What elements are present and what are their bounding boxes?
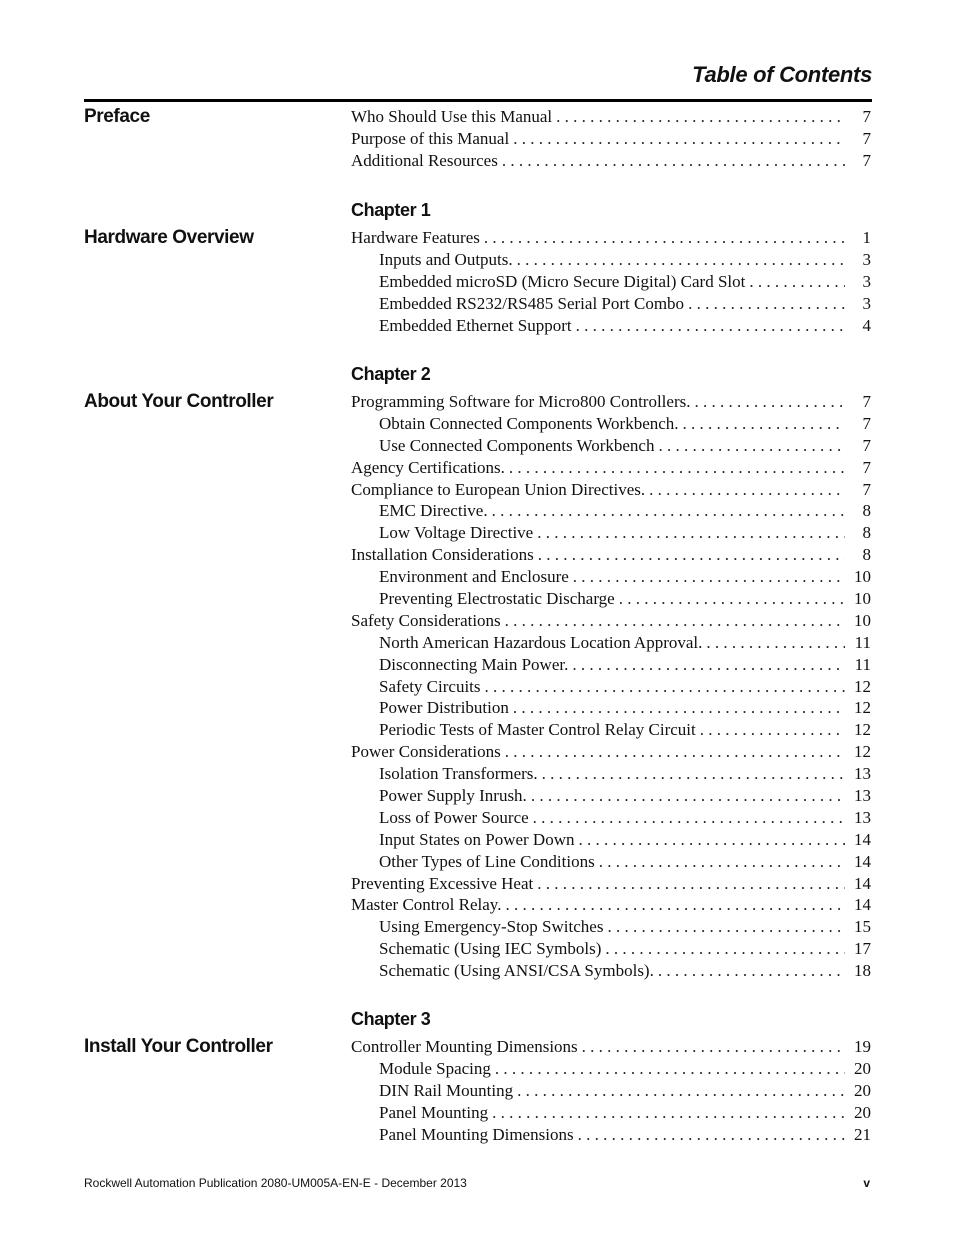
toc-entry-title: Use Connected Components Workbench <box>379 435 655 455</box>
toc-entry-page: 12 <box>854 698 871 718</box>
toc-entry-page: 7 <box>862 479 871 499</box>
dot-leader <box>485 676 845 698</box>
dot-leader <box>484 227 845 249</box>
toc-entry[interactable] <box>351 763 871 785</box>
toc-entry-title: Preventing Electrostatic Discharge <box>379 589 615 609</box>
dot-leader <box>572 654 845 676</box>
publication-footer: Rockwell Automation Publication 2080-UM005A-EN-E - December 2013 <box>84 1176 467 1190</box>
dot-leader <box>607 916 845 938</box>
toc-entry[interactable] <box>351 1124 871 1146</box>
toc-entry-page: 7 <box>862 435 871 455</box>
toc-entry-title: Obtain Connected Components Workbench. <box>379 413 679 433</box>
toc-entry-list <box>351 1036 871 1145</box>
toc-entry-title: Schematic (Using IEC Symbols) <box>379 939 602 959</box>
section-heading: Hardware Overview <box>84 227 254 248</box>
toc-entry-title: Who Should Use this Manual <box>351 107 553 126</box>
toc-entry-title: Installation Considerations <box>351 545 534 565</box>
toc-entry-page: 12 <box>854 742 871 762</box>
toc-entry[interactable] <box>351 566 871 588</box>
toc-entry-list <box>351 391 871 982</box>
toc-entry-page: 7 <box>862 457 871 477</box>
dot-leader <box>505 741 845 763</box>
dot-leader <box>688 293 845 315</box>
section-heading: Install Your Controller <box>84 1036 273 1057</box>
toc-entry-page: 18 <box>854 961 871 981</box>
toc-entry-page: 15 <box>854 917 871 937</box>
toc-entry-page: 3 <box>862 293 871 313</box>
toc-entry-page: 8 <box>862 545 871 565</box>
dot-leader <box>513 697 845 719</box>
toc-entry-title: Panel Mounting Dimensions <box>379 1124 574 1144</box>
dot-leader <box>537 522 845 544</box>
chapter-label: Chapter 1 <box>351 200 431 220</box>
toc-entry-title: Embedded microSD (Micro Secure Digital) Card Slot <box>379 271 746 291</box>
toc-entry-title: DIN Rail Mounting <box>379 1080 514 1100</box>
toc-entry[interactable] <box>351 457 871 479</box>
dot-leader <box>495 1058 845 1080</box>
toc-entry-title: Hardware Features <box>351 228 480 247</box>
toc-entry-page: 10 <box>854 567 871 587</box>
toc-entry[interactable] <box>351 676 871 698</box>
toc-entry[interactable] <box>351 785 871 807</box>
toc-entry-title: Environment and Enclosure <box>379 567 569 587</box>
dot-leader <box>619 588 845 610</box>
toc-entry-page: 20 <box>854 1102 871 1122</box>
toc-entry-title: Schematic (Using ANSI/CSA Symbols). <box>379 961 654 981</box>
toc-entry-page: 19 <box>854 1037 871 1056</box>
toc-entry-title: Purpose of this Manual <box>351 128 510 148</box>
toc-entry[interactable] <box>351 227 871 249</box>
toc-entry[interactable] <box>351 829 871 851</box>
section-heading: Preface <box>84 106 150 127</box>
dot-leader <box>658 960 845 982</box>
toc-entry-page: 10 <box>854 610 871 630</box>
toc-entry[interactable] <box>351 500 871 522</box>
toc-entry-title: Panel Mounting <box>379 1102 489 1122</box>
toc-entry-title: Low Voltage Directive <box>379 523 534 543</box>
toc-entry-title: North American Hazardous Location Approval. <box>379 632 703 652</box>
toc-entry-title: Safety Circuits <box>379 676 481 696</box>
toc-entry-page: 10 <box>854 589 871 609</box>
toc-entry-page: 4 <box>862 315 871 335</box>
chapter-label: Chapter 3 <box>351 1009 431 1029</box>
toc-entry-page: 12 <box>854 720 871 740</box>
toc-entry[interactable] <box>351 938 871 960</box>
toc-entry[interactable] <box>351 1036 871 1058</box>
dot-leader <box>531 785 845 807</box>
toc-entry-page: 11 <box>854 632 871 652</box>
toc-entry[interactable] <box>351 807 871 829</box>
toc-entry-title: Safety Considerations <box>351 610 501 630</box>
toc-entry-page: 7 <box>862 150 871 170</box>
toc-entry[interactable] <box>351 479 871 501</box>
toc-entry-title: Programming Software for Micro800 Controllers. <box>351 392 691 411</box>
dot-leader <box>505 894 845 916</box>
dot-leader <box>492 500 845 522</box>
toc-entry-title: Periodic Tests of Master Control Relay Circuit <box>379 720 696 740</box>
dot-leader <box>538 544 845 566</box>
toc-entry[interactable] <box>351 522 871 544</box>
toc-entry-page: 17 <box>854 939 871 959</box>
dot-leader <box>576 315 845 337</box>
toc-entry[interactable] <box>351 106 871 128</box>
toc-entry[interactable] <box>351 150 871 172</box>
dot-leader <box>573 566 845 588</box>
dot-leader <box>749 271 845 293</box>
toc-entry-list <box>351 227 871 336</box>
dot-leader <box>556 106 845 128</box>
toc-entry-title: Isolation Transformers. <box>379 764 538 784</box>
toc-entry-page: 8 <box>862 523 871 543</box>
toc-entry[interactable] <box>351 588 871 610</box>
toc-entry-page: 7 <box>862 413 871 433</box>
toc-entry-page: 20 <box>854 1058 871 1078</box>
toc-entry-page: 14 <box>854 851 871 871</box>
toc-entry-page: 14 <box>854 895 871 915</box>
dot-leader <box>502 150 845 172</box>
toc-entry[interactable] <box>351 916 871 938</box>
toc-entry-title: Power Distribution <box>379 698 509 718</box>
dot-leader <box>517 249 845 271</box>
toc-entry-title: Master Control Relay. <box>351 895 502 915</box>
toc-entry-title: EMC Directive. <box>379 501 488 521</box>
toc-entry-title: Power Considerations <box>351 742 501 762</box>
toc-entry-page: 3 <box>862 271 871 291</box>
chapter-label: Chapter 2 <box>351 364 431 384</box>
dot-leader <box>509 457 845 479</box>
toc-entry-title: Module Spacing <box>379 1058 491 1078</box>
dot-leader <box>578 829 845 851</box>
toc-entry[interactable] <box>351 1102 871 1124</box>
toc-entry[interactable] <box>351 544 871 566</box>
dot-leader <box>505 610 845 632</box>
toc-entry-page: 21 <box>854 1124 871 1144</box>
dot-leader <box>537 873 845 895</box>
toc-entry-title: Agency Certifications. <box>351 457 505 477</box>
dot-leader <box>700 719 845 741</box>
page-number: v <box>863 1176 870 1190</box>
toc-entry-title: Additional Resources <box>351 150 498 170</box>
toc-entry-page: 7 <box>862 128 871 148</box>
toc-entry[interactable] <box>351 391 871 413</box>
toc-entry-title: Compliance to European Union Directives. <box>351 479 646 499</box>
toc-entry-title: Power Supply Inrush. <box>379 786 527 806</box>
toc-entry-page: 14 <box>854 873 871 893</box>
toc-entry-title: Input States on Power Down <box>379 829 575 849</box>
toc-entry[interactable] <box>351 413 871 435</box>
toc-entry[interactable] <box>351 632 871 654</box>
toc-entry-page: 1 <box>862 228 871 247</box>
title-rule <box>84 99 872 102</box>
toc-entry[interactable] <box>351 293 871 315</box>
toc-entry[interactable] <box>351 435 871 457</box>
page-title: Table of Contents <box>692 62 872 87</box>
dot-leader <box>533 807 845 829</box>
toc-entry[interactable] <box>351 960 871 982</box>
toc-entry-page: 3 <box>862 249 871 269</box>
toc-entry[interactable] <box>351 873 871 895</box>
toc-entry-title: Preventing Excessive Heat <box>351 873 534 893</box>
toc-entry[interactable] <box>351 741 871 763</box>
toc-entry[interactable] <box>351 271 871 293</box>
dot-leader <box>599 851 845 873</box>
toc-entry[interactable] <box>351 249 871 271</box>
dot-leader <box>658 435 845 457</box>
toc-entry-page: 7 <box>862 392 871 411</box>
dot-leader <box>517 1080 845 1102</box>
toc-entry[interactable] <box>351 610 871 632</box>
dot-leader <box>605 938 845 960</box>
toc-entry-page: 14 <box>854 829 871 849</box>
dot-leader <box>492 1102 845 1124</box>
toc-entry-title: Embedded RS232/RS485 Serial Port Combo <box>379 293 685 313</box>
section-heading: About Your Controller <box>84 391 274 412</box>
toc-entry-title: Embedded Ethernet Support <box>379 315 572 335</box>
toc-entry-title: Other Types of Line Conditions <box>379 851 595 871</box>
toc-entry[interactable] <box>351 315 871 337</box>
toc-entry[interactable] <box>351 128 871 150</box>
toc-entry-title: Loss of Power Source <box>379 807 529 827</box>
toc-entry-list <box>351 106 871 172</box>
toc-entry-page: 13 <box>854 764 871 784</box>
toc-entry-title: Disconnecting Main Power. <box>379 654 569 674</box>
toc-entry-page: 11 <box>854 654 871 674</box>
toc-entry-title: Controller Mounting Dimensions <box>351 1037 578 1056</box>
toc-entry[interactable] <box>351 697 871 719</box>
dot-leader <box>683 413 845 435</box>
toc-entry-page: 13 <box>854 786 871 806</box>
toc-entry[interactable] <box>351 1080 871 1102</box>
toc-entry-page: 7 <box>862 107 871 126</box>
toc-entry-title: Using Emergency-Stop Switches <box>379 917 604 937</box>
toc-entry[interactable] <box>351 894 871 916</box>
dot-leader <box>582 1036 845 1058</box>
dot-leader <box>706 632 845 654</box>
toc-entry-page: 12 <box>854 676 871 696</box>
toc-entry[interactable] <box>351 719 871 741</box>
toc-entry[interactable] <box>351 654 871 676</box>
toc-entry[interactable] <box>351 851 871 873</box>
toc-entry[interactable] <box>351 1058 871 1080</box>
toc-entry-page: 20 <box>854 1080 871 1100</box>
dot-leader <box>513 128 845 150</box>
dot-leader <box>542 763 845 785</box>
toc-entry-page: 13 <box>854 807 871 827</box>
dot-leader <box>649 479 845 501</box>
dot-leader <box>694 391 845 413</box>
dot-leader <box>578 1124 845 1146</box>
toc-entry-page: 8 <box>862 501 871 521</box>
toc-entry-title: Inputs and Outputs. <box>379 249 513 269</box>
